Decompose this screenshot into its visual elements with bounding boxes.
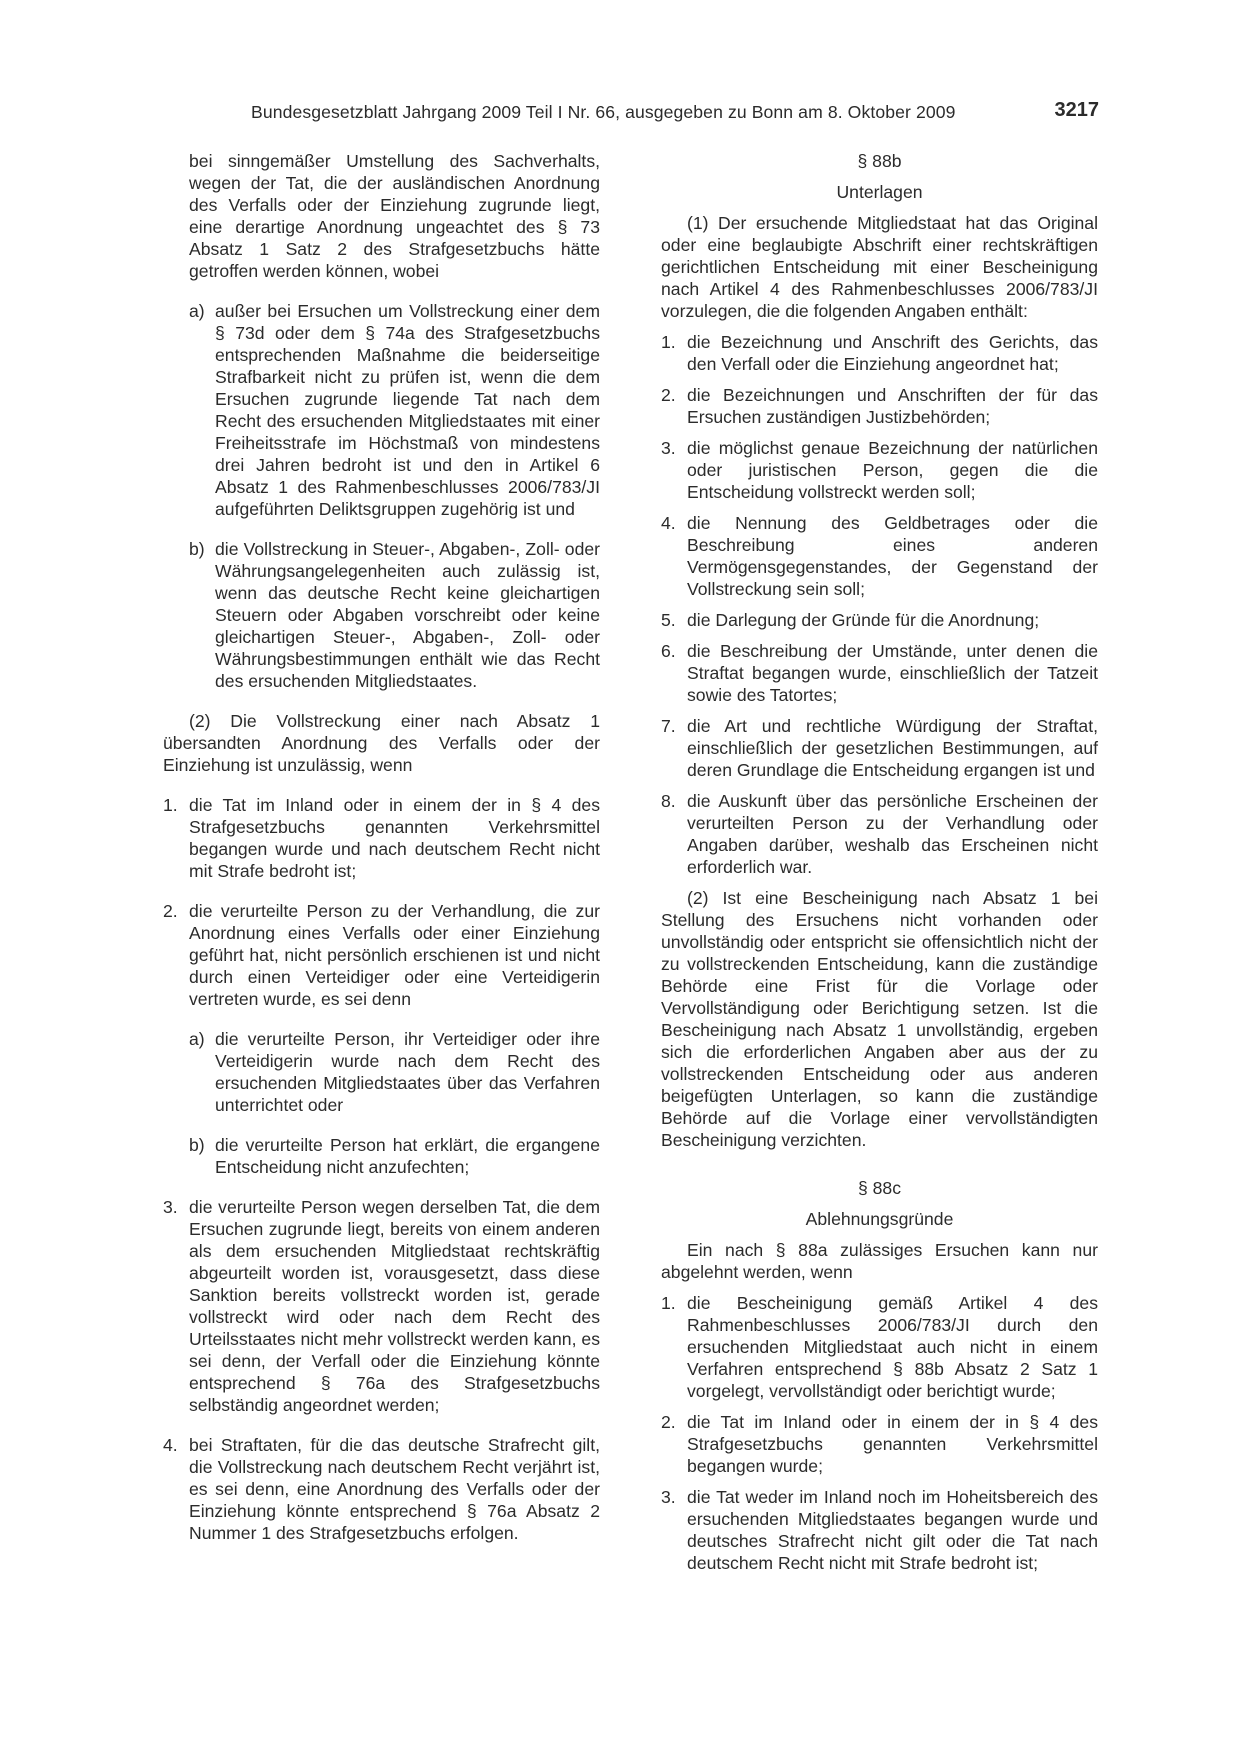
list-item xyxy=(661,609,1098,631)
list-text: die verurteilte Person, ihr Verteidiger oder ihre Verteidigerin wurde nach dem Recht des ersuchenden Mitgliedstaates über das Verfahren unterrichtet oder xyxy=(215,1029,600,1115)
list-marker: 4. xyxy=(163,1435,178,1455)
page-number: 3217 xyxy=(1054,99,1099,121)
list-item xyxy=(163,1434,600,1544)
list-text: die verurteilte Person zu der Verhandlung, die zur Anordnung eines Verfalls oder einer Einziehung geführt hat, nicht persönlich erschienen ist und nicht durch einen Verteidiger oder eine Verteidigerin vertreten wurde, es sei denn xyxy=(189,901,600,1009)
list-marker: a) xyxy=(189,1029,205,1049)
section-number: § 88b xyxy=(857,151,902,171)
list-item xyxy=(661,1411,1098,1477)
list-text: außer bei Ersuchen um Vollstreckung einer dem § 73d oder dem § 74a des Strafgesetzbuchs entsprechenden Maßnahme die beiderseitige Strafbarkeit nicht zu prüfen ist, wenn die dem Ersuchen zugrunde liegende Tat nach dem Recht des ersuchenden Mitgliedstaates mit einer Freiheitsstrafe im Höchstmaß von mindestens drei Jahren bedroht ist und den in Artikel 6 Absatz 1 des Rahmenbeschlusses 2006/783/JI aufgeführten Deliktsgruppen zugehörig ist und xyxy=(215,301,600,519)
list-item xyxy=(661,437,1098,503)
list-item xyxy=(163,900,600,1010)
list-marker: 5. xyxy=(661,610,676,630)
sub-item-b xyxy=(163,538,600,692)
list-marker: a) xyxy=(189,301,205,321)
paragraph-abs2: (2) Ist eine Bescheinigung nach Absatz 1 bei Stellung des Ersuchens nicht vorhanden oder unvollständig oder entspricht sie offensichtlich nicht der zu vollstreckenden Entscheidung, kann die zuständige Behörde eine Frist für die Vorlage oder Vervollständigung oder Berichtigung setzen. Ist die Bescheinigung nach Absatz 1 unvollständig, ergeben sich die erforderlichen Angaben aber aus der zu vollstreckenden Entscheidung oder aus anderen beigefügten Unterlagen, so kann die zuständige Behörde auf die Vorlage einer vervollständigten Bescheinigung verzichten. xyxy=(661,888,1098,1150)
list-text: die Bezeichnungen und Anschriften der für das Ersuchen zuständigen Justizbehörden; xyxy=(687,385,1098,427)
paragraph-abs2: (2) Die Vollstreckung einer nach Absatz 1 übersandten Anordnung des Verfalls oder der Einziehung ist unzulässig, wenn xyxy=(163,711,600,775)
list-text: die Tat im Inland oder in einem der in § 4 des Strafgesetzbuchs genannten Verkehrsmittel begangen wurde und nach deutschem Recht nicht mit Strafe bedroht ist; xyxy=(189,795,600,881)
list-text: die verurteilte Person wegen derselben Tat, die dem Ersuchen zugrunde liegt, bereits von einem anderen als dem ersuchenden Mitgliedstaat rechtskräftig abgeurteilt worden ist, vorausgesetzt, dass diese Sanktion bereits vollstreckt worden ist, gerade vollstreckt wird oder nach dem Recht des Urteilsstaates nicht mehr vollstreckt werden kann, es sei denn, der Verfall oder die Einziehung könnte entsprechend § 76a des Strafgesetzbuchs selbständig angeordnet werden; xyxy=(189,1197,600,1415)
list-text: die Art und rechtliche Würdigung der Straftat, einschließlich der gesetzlichen Bestimmungen, auf deren Grundlage die Entscheidung ergangen ist und xyxy=(687,716,1098,780)
list-text: die Tat weder im Inland noch im Hoheitsbereich des ersuchenden Mitgliedstaates begangen wurde und deutsches Strafrecht nicht gilt oder die Tat nach deutschem Recht nicht mit Strafe bedroht ist; xyxy=(687,1487,1098,1573)
list-marker: 3. xyxy=(661,438,676,458)
list-item xyxy=(661,331,1098,375)
section-intro: Ein nach § 88a zulässiges Ersuchen kann nur abgelehnt werden, wenn xyxy=(661,1240,1098,1282)
list-marker: 2. xyxy=(661,1412,676,1432)
list-text: die Bezeichnung und Anschrift des Gerichts, das den Verfall oder die Einziehung angeordnet hat; xyxy=(687,332,1098,374)
list-marker: 6. xyxy=(661,641,676,661)
list-marker: 8. xyxy=(661,791,676,811)
sub-item-a xyxy=(163,300,600,520)
list-marker: 4. xyxy=(661,513,676,533)
list-item xyxy=(661,1292,1098,1402)
list-marker: 3. xyxy=(661,1487,676,1507)
list-marker: b) xyxy=(189,539,205,559)
list-text: die Auskunft über das persönliche Erscheinen der verurteilten Person zu der Verhandlung oder Angaben darüber, weshalb das Erscheinen nicht erforderlich war. xyxy=(687,791,1098,877)
list-marker: 1. xyxy=(661,1293,676,1313)
list-item xyxy=(661,640,1098,706)
list-marker: 3. xyxy=(163,1197,178,1217)
list-marker: 7. xyxy=(661,716,676,736)
list-text: bei Straftaten, für die das deutsche Strafrecht gilt, die Vollstreckung nach deutschem Recht verjährt ist, es sei denn, eine Anordnung des Verfalls oder der Einziehung könnte entsprechend § 76a Absatz 2 Nummer 1 des Strafgesetzbuchs erfolgen. xyxy=(189,1435,600,1543)
section-number: § 88c xyxy=(857,1178,902,1198)
sub-item-a xyxy=(163,1028,600,1116)
page-header xyxy=(163,101,1099,127)
list-text: die möglichst genaue Bezeichnung der natürlichen oder juristischen Person, gegen die die Entscheidung vollstreckt werden soll; xyxy=(687,438,1098,502)
list-marker: b) xyxy=(189,1135,205,1155)
list-text: die Beschreibung der Umstände, unter denen die Straftat begangen wurde, einschließlich der Tatzeit sowie des Tatortes; xyxy=(687,641,1098,705)
left-column xyxy=(163,150,600,1544)
section-title: Unterlagen xyxy=(836,182,923,202)
list-item xyxy=(661,715,1098,781)
list-text: die Nennung des Geldbetrages oder die Beschreibung eines anderen Vermögensgegenstandes, der Gegenstand der Vollstreckung sein soll; xyxy=(687,513,1098,599)
list-marker: 1. xyxy=(163,795,178,815)
list-text: die Vollstreckung in Steuer-, Abgaben-, Zoll- oder Währungsangelegenheiten auch zulässig ist, wenn das deutsche Recht keine gleichartigen Steuern oder Abgaben vorschreibt oder keine gleichartigen Steuer-, Abgaben-, Zoll- oder Währungsbestimmungen enthält wie das Recht des ersuchenden Mitgliedstaates. xyxy=(215,539,600,691)
right-column xyxy=(661,150,1098,1574)
list-item xyxy=(661,512,1098,600)
gazette-title: Bundesgesetzblatt Jahrgang 2009 Teil I Nr. 66, ausgegeben zu Bonn am 8. Oktober 2009 xyxy=(251,102,956,122)
list-text: die verurteilte Person hat erklärt, die ergangene Entscheidung nicht anzufechten; xyxy=(215,1135,600,1177)
list-item xyxy=(163,1196,600,1416)
list-marker: 1. xyxy=(661,332,676,352)
list-item xyxy=(661,384,1098,428)
list-marker: 2. xyxy=(661,385,676,405)
list-item xyxy=(661,1486,1098,1574)
list-item xyxy=(163,794,600,882)
paragraph-abs1: (1) Der ersuchende Mitgliedstaat hat das Original oder eine beglaubigte Abschrift einer rechtskräftigen gerichtlichen Entscheidung mit einer Bescheinigung nach Artikel 4 des Rahmenbeschlusses 2006/783/JI vorzulegen, die die folgenden Angaben enthält: xyxy=(661,213,1098,321)
section-title: Ablehnungsgründe xyxy=(805,1209,954,1229)
list-text: die Darlegung der Gründe für die Anordnung; xyxy=(687,610,1040,630)
list-text: die Bescheinigung gemäß Artikel 4 des Rahmenbeschlusses 2006/783/JI durch den ersuchenden Mitgliedstaat auch nicht in einem Verfahren entsprechend § 88b Absatz 2 Satz 1 vorgelegt, vervollständigt oder berichtigt wurde; xyxy=(687,1293,1098,1401)
intro-paragraph: bei sinngemäßer Umstellung des Sachverhalts, wegen der Tat, die der ausländischen Anordnung des Verfalls oder der Einziehung zugrunde liegt, eine derartige Anordnung ungeachtet des § 73 Absatz 1 Satz 2 des Strafgesetzbuchs hätte getroffen werden können, wobei xyxy=(189,151,600,281)
sub-item-b xyxy=(163,1134,600,1178)
list-text: die Tat im Inland oder in einem der in § 4 des Strafgesetzbuchs genannten Verkehrsmittel begangen wurde; xyxy=(687,1412,1098,1476)
list-marker: 2. xyxy=(163,901,178,921)
list-item xyxy=(661,790,1098,878)
